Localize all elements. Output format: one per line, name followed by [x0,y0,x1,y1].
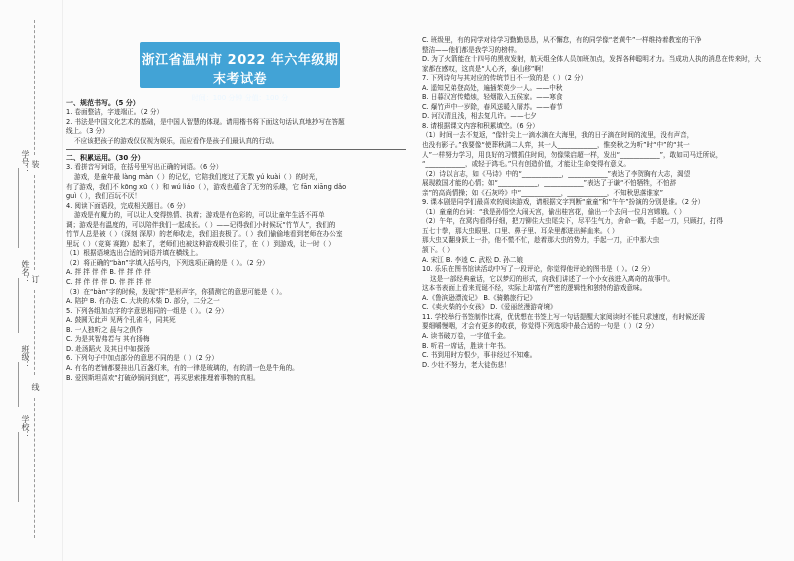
left-column [66,98,406,383]
question-line: 4. 阅读下面语段，完成相关题目。（6 分） [66,201,190,210]
student-number-label: 学号： [21,150,30,174]
question-line: A. 遥知兄弟登高处，遍插茱萸少一人。——中秋 [422,83,563,92]
answer-line [66,149,406,150]
section-heading: 二、积累运用。（30 分） [66,154,145,163]
question-line: D. 为了火箭能在十四号的黑夜发射，航天组全体人员加班加点，发挥各种聪明才力。当成功人执的消息在传来时，大 [422,55,761,64]
question-line: 要细嚼慢咽，才会有更多的收获，你觉得下列选项中最合适的一句是（ ）（2 分） [422,322,658,331]
question-line: 里玩（ ）（竞赛 赛跑）起来了，老师们也被这种游戏吸引住了，在（ ）到游戏，让一时（ ） [66,239,335,248]
name-line [18,278,19,333]
question-line: 颔下。（ ） [422,246,454,255]
question-line: C. 拌 伴 伴 伴 D. 伴 拌 拌 伴 [66,278,152,287]
question-line: （1）时间一去不复返，“像针尖上一滴水滴在大海里，我的日子滴在时间的流里，没有声音， [422,131,694,140]
question-line: A. 宋江 B. 李逵 C. 武松 D. 孙二娘 [422,255,523,264]
exam-title: 浙江省温州市 2022 年六年级期末考试卷 [141,53,339,87]
question-line: 游戏是有魔力的，可以让人变得热情、执着；游戏是有色彩的，可以让童年生活不再单 [74,211,325,220]
question-line: 8. 请根据课文内容和积累填空。（6 分） [422,121,539,130]
question-line: “____________，或轻于鸿毛。”只有创造价值，才能让生命变得有意义。 [422,160,630,169]
question-line: （2）午年，在窝内看得仔细，把刀铆住大虫尾尖下，尽平生气力，舍命一戳，手起一刀，只顾打，打得 [422,217,723,226]
student-number-line [18,168,19,248]
binding-mark-xian: 线 [31,383,40,391]
exam-subtitle: 时间：100 分钟 分值：100 分 [191,94,289,102]
question-line: 也没有影子。”我要像“使葬秋满二人弈，其一人____________，惟奕秋之为听”时“中”的“其一 [422,141,690,150]
binding-mark-ding: 订 [31,275,40,283]
question-line: A. 鼓圆无此声 见两个孔雀斗，同其死 [66,316,176,325]
question-line: 游戏，是童年最 làng màn（ ）的记忆，它陪我们度过了无数 yú kuài（ ）的时光， [74,173,322,182]
school-label: 学校： [21,415,30,439]
question-line: （3）在“bàn”字的时候，发现“拌”是形声字，你猜测它的意思可能是（ ）。 [66,287,286,296]
question-line: 人”一样努力学习，用良好的习惯抓住时间，勿像梁启超一样，发出“____________”，敢如司马迁所说， [422,150,723,159]
question-line: 有了游戏，我们不 kōng xū（ ）和 wú liáo（ ），游戏也蕴含了无穷的乐趣，它 fān xiāng dǎo [66,182,347,191]
question-line: 不应该把孩子的游戏仅仅视为娱乐，而应看作是孩子们最认真的行动。 [74,136,279,145]
question-line: 5. 下列各组加点字的字意思相同的一组是（ ）。（2 分） [66,306,228,315]
question-line: A. 读书破万卷，一字值千金。 [422,331,510,340]
question-line: A. 陪护 B. 有办法 C. 大块的木柴 D. 部分，二分之一 [66,297,220,306]
question-line: D. 河汉清且浅，相去复几许。——七夕 [422,112,537,121]
question-line: D. 赴汤蹈火 及其日中如探汤 [66,344,150,353]
section-heading: 一、规范书写。（5 分） [66,99,140,107]
binding-mark-zhuang: 装 [31,160,40,168]
cut-line [34,290,35,375]
class-line [18,362,19,407]
question-line: B. 一人独听之 晨与之俱作 [66,325,143,334]
question-line: 10. 乐乐在图书馆读活动中写了一段评论，你觉得他评论的图书是（ ）。（2 分） [422,265,654,274]
question-line: 五七十拳，那大虫眼里、口里、鼻子里、耳朵里都迸出鲜血来。（ ） [422,226,619,235]
question-line: 亲”的高尚情操；如《石灰吟》中“____________，____________，不知秋思落谁家” [422,188,664,197]
question-line: （2）诗以言志，如《马诗》中的“____________，____________”表达了李贺胸有大志，渴望 [422,169,691,178]
question-line: 这是一部经典童话，它以梦幻的形式，向我们讲述了一个小女孩进入离奇的故事中。 [430,274,674,283]
question-line: A.《鲁滨逊漂流记》 B.《骑鹅旅行记》 [422,293,537,302]
class-label: 班级： [21,345,30,369]
question-line: 线上。（3 分） [66,127,109,136]
question-line: A. 有名的老铺都要挂出几百盏灯来，有的一律是玻璃的，有的清一色是牛角的。 [66,363,299,372]
school-line [18,432,19,502]
question-line: D. 少壮不努力，老大徒伤悲！ [422,360,511,369]
question-line: 11. 学校举行书签制作比赛，优优想在书签上写一句话提醒大家阅读时不能只求速度，有时候还需 [422,312,705,321]
question-line: （1）根据语境选出合适的词语并填在横线上。 [66,249,203,258]
question-line: 那大虫又翻身跃上一扑，他不慌不忙，趁着那大虫的势力，手起一刀，正中那大虫 [422,236,660,245]
question-line: C. 爆竹声中一岁除，春风送暖入屠苏。——春节 [422,102,563,111]
cut-line [34,20,35,155]
question-line: A. 拌 拌 伴 伴 B. 伴 拌 伴 伴 [66,268,151,277]
question-line: 7. 下列诗句与其对应的传统节日不一致的是（ ）（2 分） [422,74,588,83]
question-line: C. 书到用时方恨少，事非经过不知难。 [422,351,537,360]
cut-line [34,175,35,270]
question-line: 6. 下列句子中加点部分的意思不同的是（ ）（2 分） [66,354,218,363]
question-line: 整洁——他们都是我学习的榜样。 [422,45,521,54]
question-line: C. 班级里，有的同学对待学习勤勤恳恳，从不懈怠，有的同学像“老黄牛”一样维持着教室的干净 [422,36,702,44]
question-line: 调；游戏是有温度的，可以陪伴我们一起成长。（ ）——记得我们小时候玩“竹节人”，我们的 [66,220,336,229]
cut-line [34,398,35,538]
question-line: C.《卖火柴的小女孩》 D.《爱丽丝漫游奇境》 [422,303,557,312]
question-line: 2. 书法是中国文化艺术的基础，是中国人智慧的体现。请用楷书将下面这句话认真地抄写在答题 [66,117,345,126]
question-line: 9. 课本剧是同学们最喜欢的阅读游戏，请根据文字判断“童童”和“午午”扮演的分别是谁。（2 分） [422,198,705,207]
question-line: C. 为是其智弗若与 其有扬梅 [66,335,150,344]
question-line: （1）童童的台词：“我是孙悟空大闹天宫，偷出桂宫花，偷出一个去问一位月宫嫦娥。（ ） [422,207,686,216]
binding-strip [0,0,63,561]
name-label: 姓名： [21,260,30,284]
question-line: 展现救国才能的心情；如“____________，____________”表达了于谦“不怕牺牲，不怕辞 [422,179,677,188]
question-line: 家都在感叹，这真是“人心齐，泰山移”啊！ [422,64,548,73]
question-line: 这本书表面上看来荒诞不经，实际上却富有严密的逻辑性和独特的游戏意味。 [422,284,647,293]
question-line: B. 听君一席话，胜读十年书。 [422,341,510,350]
title-banner [140,42,340,102]
question-line: （2）将正确的“bàn”字填入括号内，下列选项正确的是（ ）。（2 分） [66,258,269,267]
question-line: guì（ ），我们百玩不厌！ [66,192,141,201]
right-column [422,36,784,370]
question-line: 3. 看拼音写词语，在括号里写出正确的词语。（6 分） [66,163,223,172]
question-line: 1. 卷面整洁，字迹端正。（2 分） [66,108,164,117]
question-line: B. 爱因斯坦喜欢“打破砂锅问到底”，再买思索推理着事物的真相。 [66,373,260,382]
question-line: 竹节人总是被（ ）（深刻 深厚）的老师收走，我们沮丧极了。（ ）我们偷偷地看到老师在办公室 [66,230,343,239]
question-line: B. 日暮汉宫传蜡烛，轻烟散入五侯家。——寒食 [422,93,563,102]
